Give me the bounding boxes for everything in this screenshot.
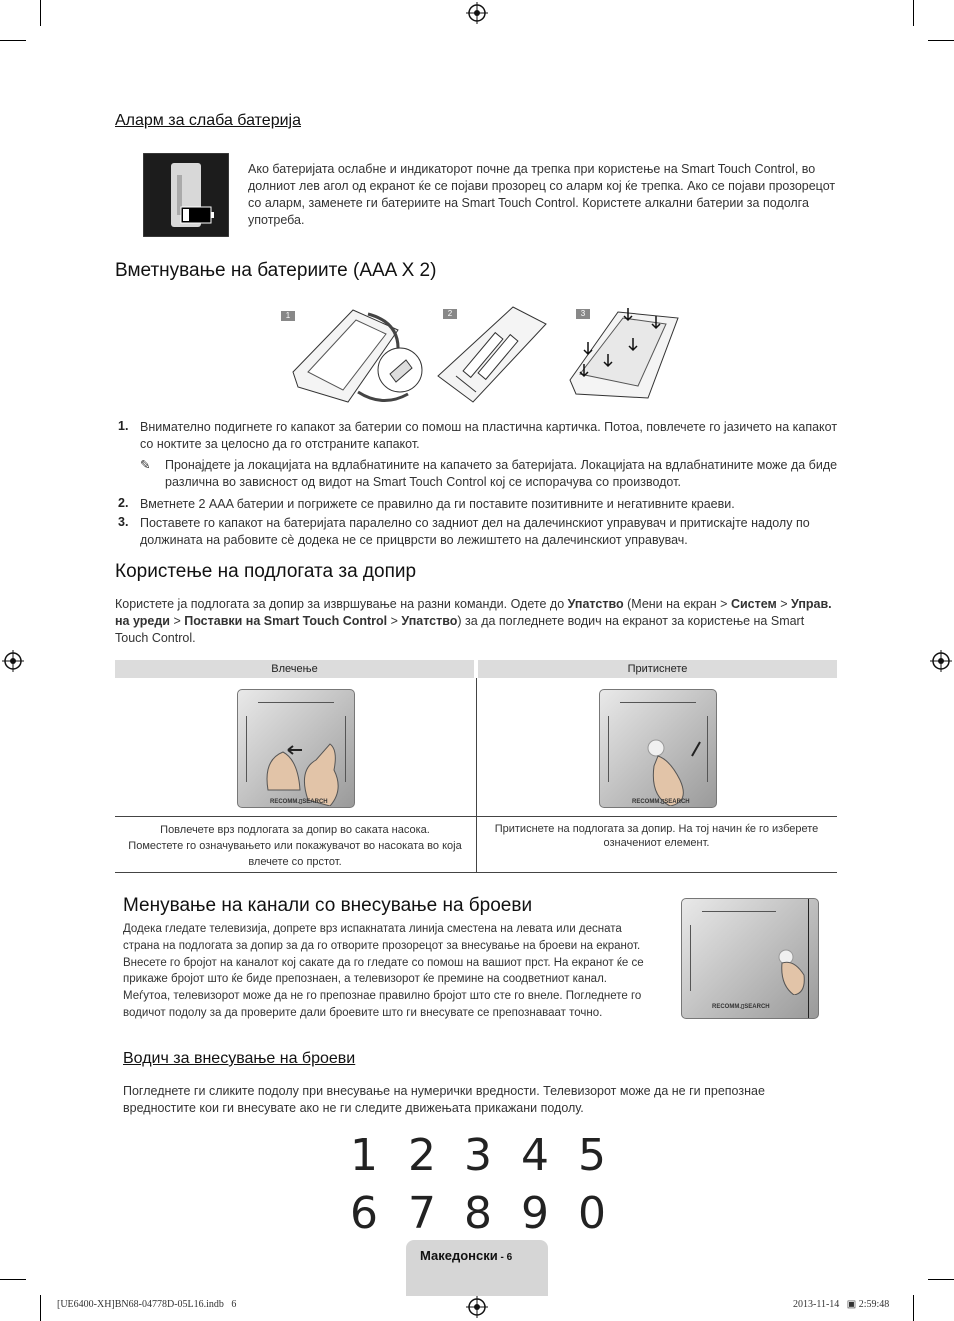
crop-mark — [928, 1279, 954, 1280]
finger-drag-icon — [258, 730, 354, 806]
footer-file: [UE6400-XH]BN68-04778D-05L16.indb 6 — [57, 1299, 237, 1310]
finger-edge-icon — [770, 945, 810, 995]
touchpad-heading: Користење на подлогата за допир — [115, 561, 417, 582]
battery-alarm-image — [143, 153, 229, 237]
table-divider — [476, 678, 477, 873]
pad-button-label: RECOMM.▯SEARCH — [632, 799, 690, 805]
step-tag: 2 — [443, 309, 457, 319]
digit-guide: 1 — [350, 1130, 378, 1181]
insert-batteries-heading: Вметнување на батериите (AAA X 2) — [115, 260, 437, 281]
digit-guide: 5 — [578, 1130, 606, 1181]
number-guide-heading: Водич за внесување на броеви — [123, 1050, 356, 1067]
crop-mark — [40, 0, 41, 26]
table-header-press: Притиснете — [478, 660, 837, 678]
drag-description-line: Повлечете врз подлогата за допир во саката насока. — [160, 824, 430, 836]
crop-mark — [0, 1279, 26, 1280]
drag-description-line: Поместете го означувањето или покажувачот во насоката во која влечете со прстот. — [128, 840, 462, 868]
digit-guide: 6 — [350, 1188, 378, 1239]
page-number: - 6 — [497, 1252, 513, 1263]
crop-mark — [913, 0, 914, 26]
touchpad-number-image — [681, 898, 819, 1019]
step-tag: 3 — [576, 309, 590, 319]
registration-mark-icon — [2, 650, 24, 672]
step-number: 2. — [118, 496, 129, 510]
pad-button-label: RECOMM.▯SEARCH — [270, 799, 328, 805]
step-text: Вметнете 2 AAA батерии и погрижете се правилно да ги поставите позитивните и негативните краеви. — [140, 497, 735, 511]
registration-mark-icon — [466, 2, 488, 24]
digit-guide: 0 — [578, 1188, 606, 1239]
note-pencil-icon: ✎ — [140, 458, 151, 472]
registration-mark-icon — [466, 1296, 488, 1318]
press-description: Притиснете на подлогата за допир. На тој начин ќе го изберете означениот елемент. — [494, 823, 819, 849]
step-number: 1. — [118, 419, 129, 433]
finger-press-icon — [640, 736, 716, 806]
low-battery-heading: Аларм за слаба батерија — [115, 112, 301, 129]
number-guide-text: Погледнете ги сликите подолу при внесување на нумерички вредности. Телевизорот може да не ги препознае вредностите кои ги внесувате ако не ги следите движењата прикажани подолу. — [123, 1084, 765, 1115]
crop-mark — [40, 1295, 41, 1321]
pad-button-label: RECOMM.▯SEARCH — [712, 1004, 770, 1010]
digit-guide: 4 — [521, 1130, 549, 1181]
touchpad-drag-image — [237, 689, 355, 808]
drag-description — [120, 822, 470, 870]
crop-mark — [0, 40, 26, 41]
channels-text: Додека гледате телевизија, допрете врз испакнатата линија сместена на левата или десната страна на подлогата за допир за да го отворите прозорецот за внесување на броеви на екранот. Внесете го бројот на каналот кој сакате да го гледате со помош на вашиот прст. На екранот ќе се прикаже бројот што ќе биде препознаен, а телевизорот ќе премине на соодветниот канал. Меѓутоа, телевизорот може да не го препознае правилно бројот што сте го внеле. Погледнете го водичот подолу за да проверите дали броевите што ги внесувате се препознаваат точно. — [123, 923, 644, 1019]
footer-date: 2013-11-14 ▣ 2:59:48 — [793, 1299, 890, 1310]
step-text: Поставете го капакот на батеријата паралелно со задниот дел на далечинскиот управувач и притискајте надолу по должината на рабовите сè додека не се прицврсти во лежиштето на далечинскиот управувач. — [140, 516, 810, 547]
channels-heading: Менување на канали со внесување на броеви — [123, 895, 533, 916]
touchpad-press-image — [599, 689, 717, 808]
digit-guide: 9 — [521, 1188, 549, 1239]
note-text: Пронајдете ја локацијата на вдлабнатините на капачето за батеријата. Локацијата на вдлабнатините може да биде различна во зависност од видот на Smart Touch Control кој се испорачува со производот. — [165, 458, 838, 489]
digit-guide: 8 — [464, 1188, 492, 1239]
step-text: Внимателно подигнете го капакот за батерии со помош на пластична картичка. Потоа, повлечете го јазичето на капакот со ноктите за целосно да го отстраните капакот. — [140, 420, 838, 451]
page-number-label — [420, 1248, 512, 1263]
step-number: 3. — [118, 515, 129, 529]
table-header-drag: Влечење — [115, 660, 474, 678]
digit-guide: 2 — [408, 1130, 436, 1181]
table-divider — [115, 816, 837, 817]
battery-step-illustration — [288, 302, 688, 412]
page-language: Македонски — [420, 1248, 498, 1263]
crop-mark — [913, 1295, 914, 1321]
digit-guide: 3 — [464, 1130, 492, 1181]
low-battery-text: Ако батеријата ослабне и индикаторот почне да трепка при користење на Smart Touch Control, во долниот лев агол од екранот ќе се појави прозорец со аларм кој ќе трепка. Ако се појави прозорецот со аларм, заменете ги батериите на Smart Touch Control. Користете алкални батерии за подолга употреба. — [248, 162, 836, 227]
touchpad-intro: Користете ја подлогата за допир за извршување на разни команди. Одете до Упатство (Мени на екран > Систем > Управ. на уреди > Поставки на Smart Touch Control > Упатство) за да погледнете водич на екранот за користење на Smart Touch Control. — [115, 597, 832, 645]
registration-mark-icon — [930, 650, 952, 672]
step-tag: 1 — [281, 311, 295, 321]
digit-guide: 7 — [408, 1188, 436, 1239]
crop-mark — [928, 40, 954, 41]
table-divider — [115, 872, 837, 873]
